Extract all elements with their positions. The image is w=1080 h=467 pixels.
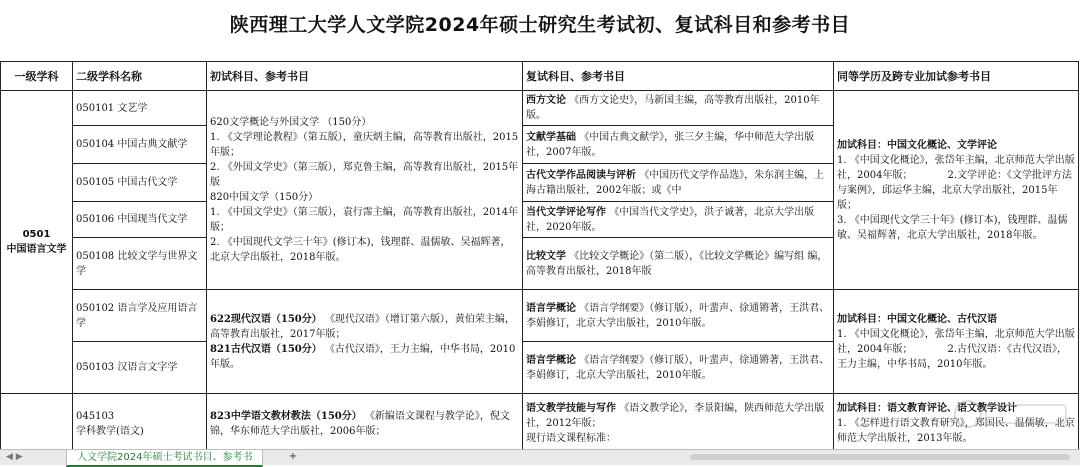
exam-ref: 《新编语文课程与教学论》，倪文锦，华东师范大学出版社，2006年版； — [210, 410, 510, 437]
exam-ref: 《现代汉语》（增订第六版），黄伯荣主编，高等教育出版社，2017年版； — [210, 313, 515, 340]
extra-subject: 加试科目：中国文化概论、文学评论 — [837, 139, 997, 151]
retest-cell[interactable] — [523, 342, 834, 394]
table-row — [1, 91, 1079, 126]
retest-ref: 《比较文学概论》（第二版），《比较文学概论》编写组 编，高等教育出版社，2018年版 — [526, 250, 828, 277]
discipline-code: 0501 — [22, 229, 51, 240]
discipline-cell[interactable] — [1, 91, 73, 394]
header-cell-retest[interactable]: 复试科目、参考书目 — [523, 62, 834, 91]
extra-ref: 1. 《怎样进行语文教育研究》，郑国民、温儒敏，北京师范大学出版社，2013年版。 — [837, 418, 1075, 444]
retest-subject: 语言学概论 — [526, 302, 576, 314]
exam-subject: 820中国文学（150分） — [210, 192, 319, 203]
extra-subject: 加试科目：语文教育评论、语文教学设计 — [837, 403, 1017, 414]
sheet-tab-active[interactable]: 人文学院2024年硕士考试书目、参考书 — [66, 450, 263, 467]
watermark-logo — [952, 397, 1072, 431]
subject-cell[interactable]: 050104 中国古典文献学 — [73, 126, 207, 164]
subject-cell[interactable] — [73, 394, 207, 450]
header-row — [1, 62, 1079, 91]
subject-cell[interactable]: 050106 中国现当代文学 — [73, 202, 207, 238]
extra-ref: 3. 《中国现代文学三十年》(修订本)，钱理群、温儒敏、吴福辉著，北京大学出版社，2018年版。 — [837, 214, 1068, 241]
subject-cell[interactable]: 050105 中国古代文学 — [73, 164, 207, 202]
table-row — [1, 290, 1079, 342]
retest-ref: 《语言学纲要》（修订版），叶蜚声、徐通锵著，王洪君、李娟修订，北京大学出版社，2010年版。 — [526, 302, 830, 329]
document-title: 陕西理工大学人文学院2024年硕士研究生考试初、复试科目和参考书目 — [229, 14, 851, 36]
retest-ref: 《语言学纲要》（修订版），叶蜚声、徐通锵著，王洪君、李娟修订，北京大学出版社，2010年版。 — [526, 354, 830, 381]
exam-subject: 821古代汉语（150分） — [210, 343, 322, 355]
retest-subject: 文献学基础 — [526, 131, 576, 143]
extra-ref: 1. 《中国文化概论》，张岱年主编，北京师范大学出版社，2004年版； 2.文学评论：《文学批评方法与案例》，邱运华主编，北京大学出版社，2015年版； — [837, 154, 1075, 211]
subject-cell[interactable]: 050103 汉语言文字学 — [73, 342, 207, 394]
retest-cell[interactable] — [523, 394, 834, 450]
retest-subject: 语文教学技能与写作 — [526, 403, 616, 414]
extra-cell[interactable] — [834, 91, 1079, 290]
table-row — [1, 394, 1079, 450]
retest-cell[interactable] — [523, 164, 834, 202]
subject-cell[interactable]: 050101 文艺学 — [73, 91, 207, 126]
exam-subject: 622现代汉语（150分） — [210, 313, 322, 325]
subject-cell[interactable]: 050102 语言学及应用语言学 — [73, 290, 207, 342]
extra-subject: 加试科目：中国文化概论、古代汉语 — [837, 313, 997, 325]
retest-subject: 西方文论 — [526, 95, 566, 106]
exam-ref: 2. 《中国现代文学三十年》(修订本)，钱理群、温儒敏、吴福辉著，北京大学出版社，2018年版。 — [210, 237, 511, 263]
discipline-cell[interactable] — [1, 394, 73, 450]
exam-cell[interactable] — [207, 394, 523, 450]
exam-cell[interactable] — [207, 91, 523, 290]
extra-cell[interactable] — [834, 290, 1079, 394]
retest-cell[interactable] — [523, 126, 834, 164]
retest-ref: 《中国当代文学史》，洪子诚著，北京大学出版社，2020年版。 — [526, 206, 815, 233]
subject-cell[interactable]: 050108 比较文学与世界文学 — [73, 238, 207, 290]
subject-code: 045103 — [76, 410, 115, 422]
course-table — [0, 61, 1079, 449]
header-cell-extra[interactable]: 同等学历及跨专业加试参考书目 — [834, 62, 1079, 91]
retest-ref: 《中国历代文学作品选》，朱东润主编，上海古籍出版社，2002年版；或《中 — [526, 169, 825, 196]
header-cell-level2[interactable]: 二级学科名称 — [73, 62, 207, 91]
horizontal-scrollbar[interactable] — [690, 454, 1070, 460]
retest-subject: 当代文学评论写作 — [526, 206, 606, 218]
retest-ref: 《中国古典文献学》，张三夕主编，华中师范大学出版社，2007年版。 — [526, 131, 815, 158]
retest-ref: 《西方文论史》，马新国主编，高等教育出版社，2010年版。 — [526, 95, 820, 121]
exam-subject: 823中学语文教材教法（150分） — [210, 410, 362, 422]
retest-subject: 现行语文课程标准： — [526, 433, 616, 444]
retest-ref: 《语文教学论》，李景阳编，陕西师范大学出版社，2012年版； — [526, 403, 825, 429]
retest-subject: 古代文学作品阅读与评析 — [526, 169, 636, 181]
retest-cell[interactable] — [523, 238, 834, 290]
extra-ref: 1. 《中国文化概论》，张岱年主编，北京师范大学出版社，2004年版； 2.古代汉语：《古代汉语》，王力主编，中华书局，2010年版。 — [837, 328, 1075, 370]
sheet-nav-arrows-icon[interactable]: ◀ ▶ — [6, 452, 23, 462]
retest-cell[interactable] — [523, 202, 834, 238]
exam-cell[interactable] — [207, 290, 523, 394]
discipline-name: 中国语言文学 — [6, 244, 67, 255]
exam-ref: 1. 《中国文学史》（第三版），袁行霈主编，高等教育出版社，2014年版； — [210, 207, 519, 233]
exam-subject: 620文学概论与外国文学 （150分） — [210, 117, 372, 128]
exam-ref: 《古代汉语》，王力主编，中华书局，2010年版。 — [210, 343, 516, 370]
header-cell-exam[interactable]: 初试科目、参考书目 — [207, 62, 523, 91]
add-sheet-button[interactable]: + — [288, 451, 298, 462]
header-cell-level1[interactable]: 一级学科 — [1, 62, 73, 91]
retest-cell[interactable] — [523, 91, 834, 126]
subject-name: 学科教学(语文) — [76, 425, 144, 437]
exam-ref: 2. 《外国文学史》（第三版），郑克鲁主编，高等教育出版社，2015年版 — [210, 162, 519, 188]
sheet-tab-bar — [0, 449, 1080, 465]
retest-cell[interactable] — [523, 290, 834, 342]
retest-subject: 语言学概论 — [526, 354, 576, 366]
retest-subject: 比较文学 — [526, 250, 566, 262]
exam-ref: 1. 《文学理论教程》（第五版），童庆炳主编，高等教育出版社，2015年版； — [210, 132, 519, 158]
